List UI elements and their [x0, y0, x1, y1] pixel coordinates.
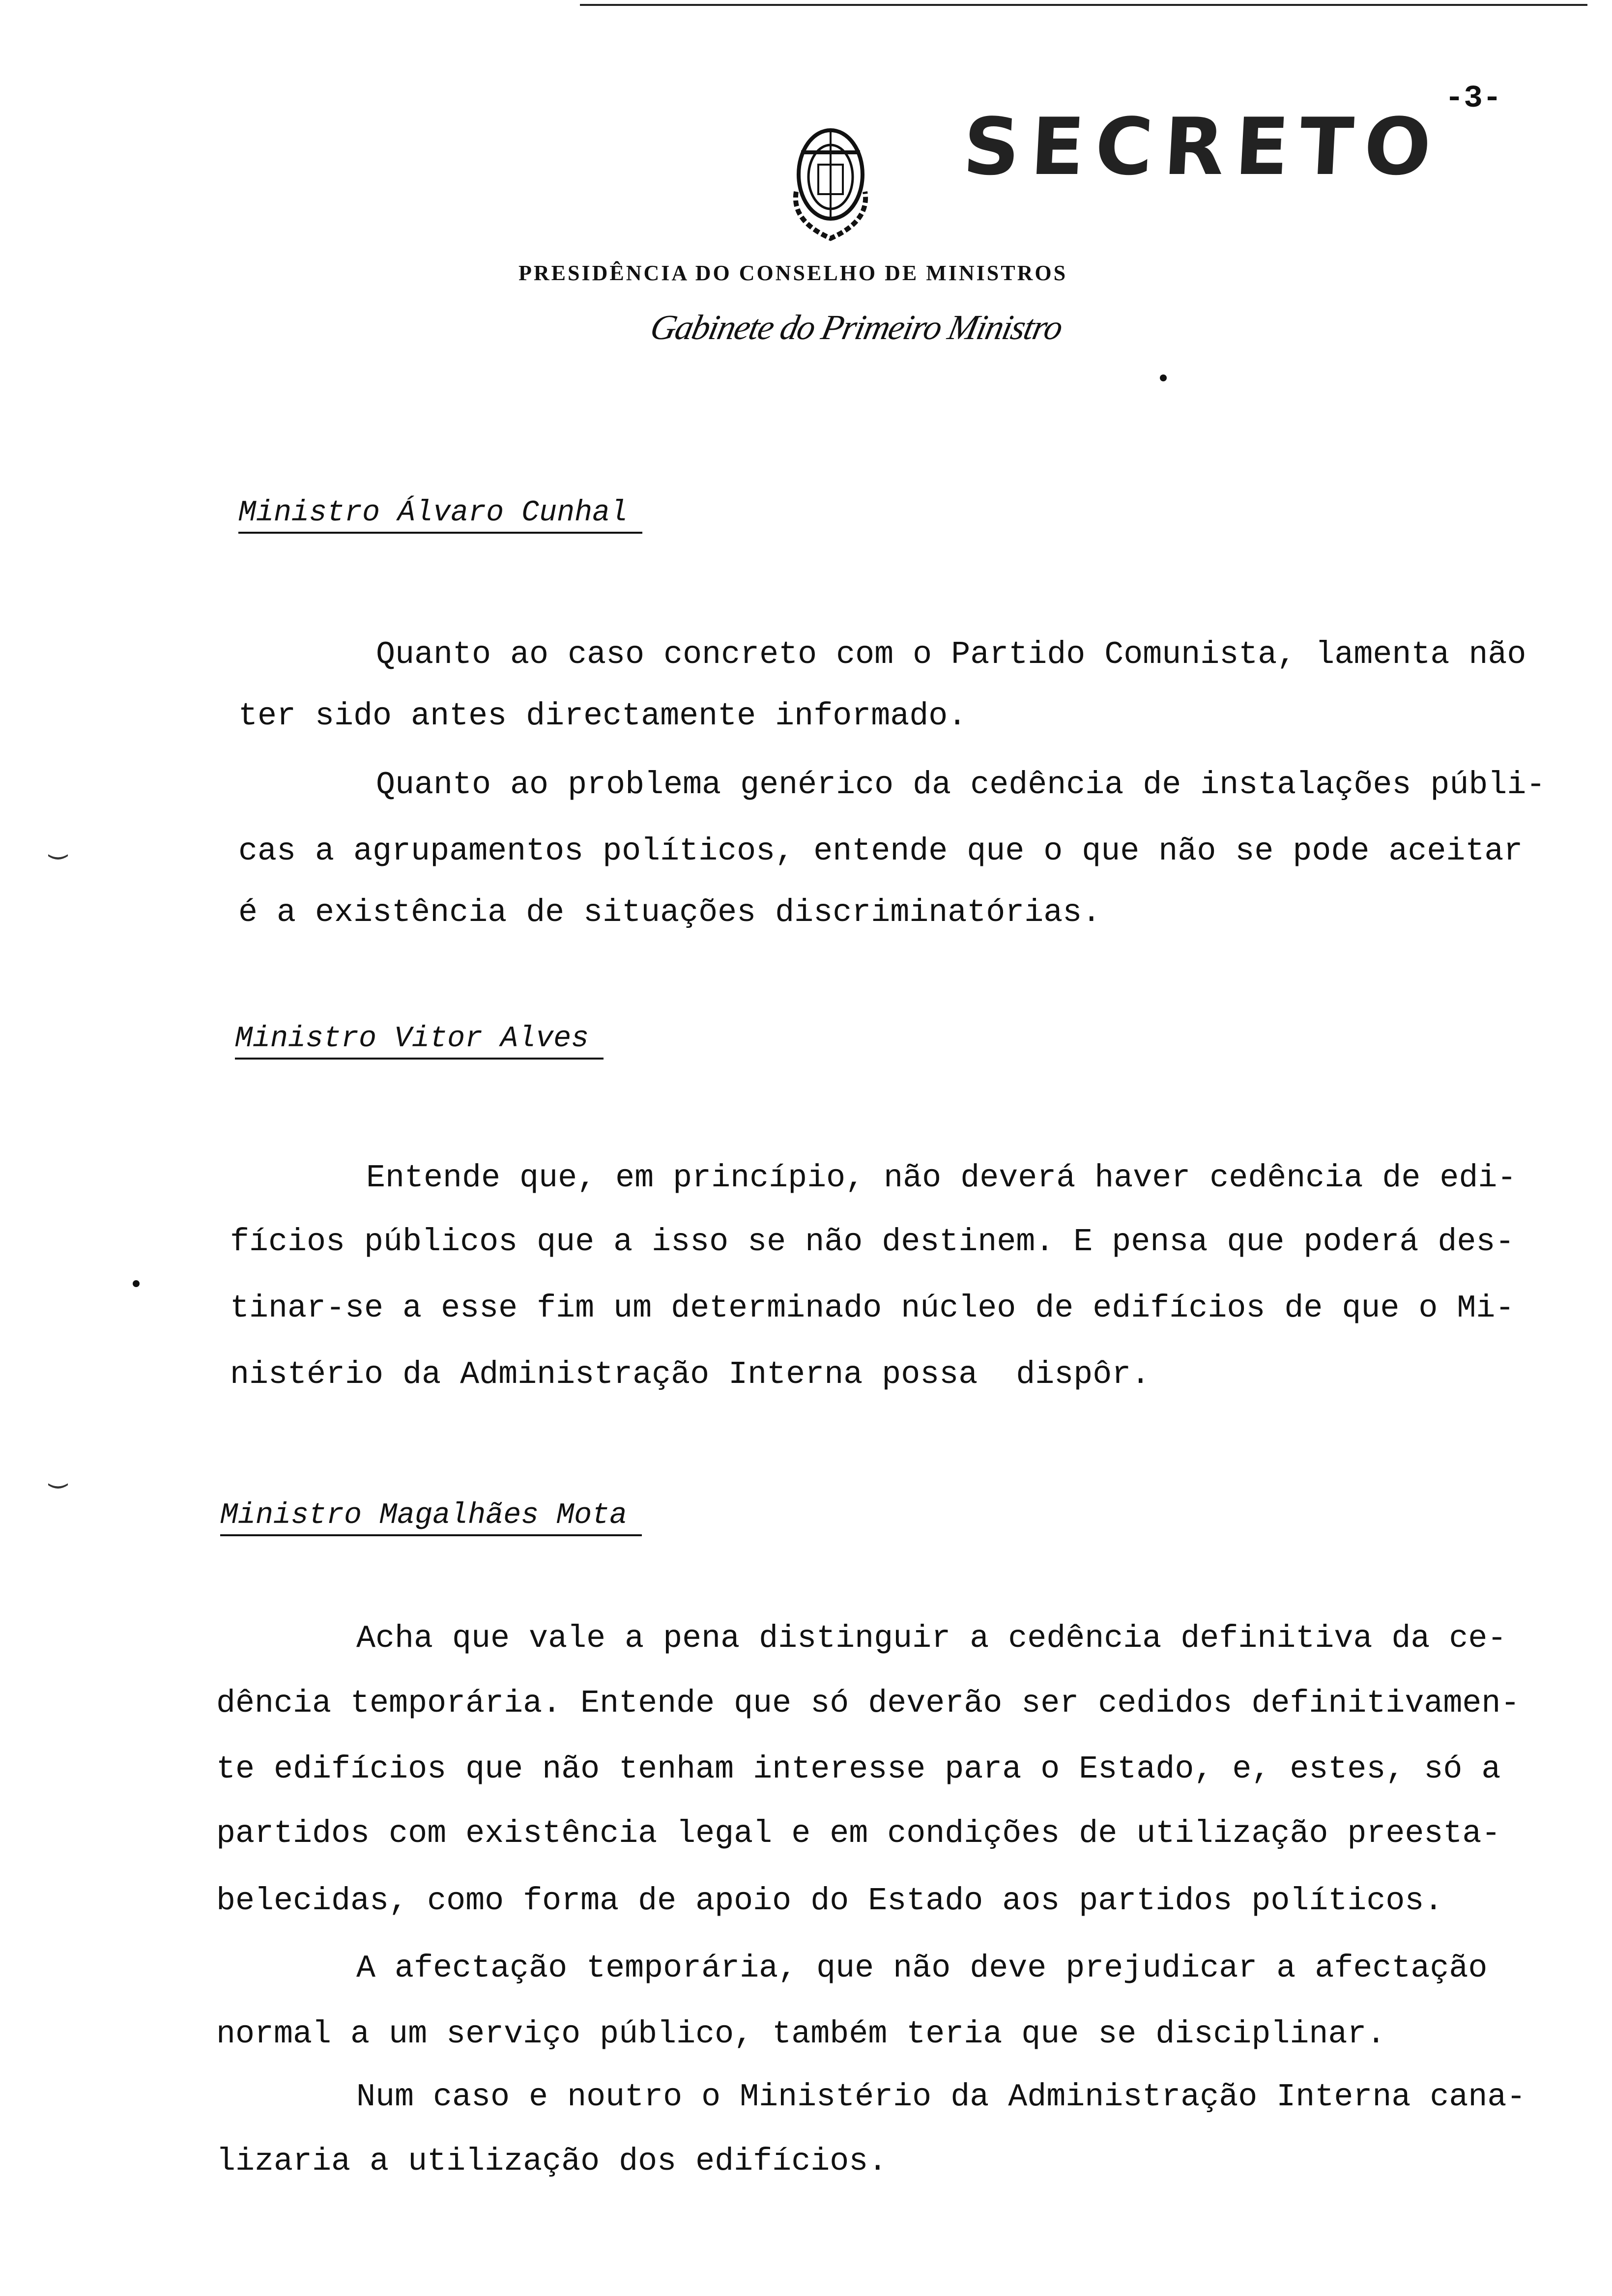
paragraph-line: normal a um serviço público, também teria que se disciplinar. [216, 2016, 1386, 2052]
paragraph-line: é a existência de situações discriminatórias. [238, 894, 1101, 931]
paragraph-line: dência temporária. Entende que só deverão ser cedidos definitivamen- [216, 1685, 1520, 1722]
paragraph-line: Entende que, em princípio, não deverá haver cedência de edi- [366, 1160, 1517, 1196]
institution-name: PRESIDÊNCIA DO CONSELHO DE MINISTROS [518, 261, 1068, 285]
paragraph-line: Quanto ao caso concreto com o Partido Comunista, lamenta não [376, 636, 1526, 673]
office-name: Gabinete do Primeiro Ministro [647, 308, 1066, 347]
paragraph-line: cas a agrupamentos políticos, entende que o que não se pode aceitar [238, 833, 1523, 869]
margin-mark: ‿ [49, 829, 67, 862]
paragraph-line: Num caso e noutro o Ministério da Administração Interna cana- [356, 2079, 1526, 2115]
scan-edge-line [580, 4, 1587, 6]
speaker-heading: Ministro Vitor Alves [235, 1022, 604, 1060]
paragraph-line: lizaria a utilização dos edifícios. [216, 2143, 888, 2180]
paragraph-line: Acha que vale a pena distinguir a cedência definitiva da ce- [356, 1620, 1507, 1657]
paragraph-line: Quanto ao problema genérico da cedência de instalações públi- [376, 767, 1546, 803]
paragraph-line: nistério da Administração Interna possa dispôr. [230, 1356, 1151, 1393]
paragraph-line: A afectação temporária, que não deve prejudicar a afectação [356, 1950, 1488, 1986]
paragraph-line: partidos com existência legal e em condições de utilização preesta- [216, 1815, 1501, 1852]
speaker-heading: Ministro Álvaro Cunhal [238, 496, 642, 534]
secret-stamp: SECRETO [961, 101, 1444, 193]
paragraph-line: tinar-se a esse fim um determinado núcleo de edifícios de que o Mi- [230, 1290, 1515, 1326]
page-number: -3- [1445, 81, 1502, 116]
paragraph-line: belecidas, como forma de apoio do Estado aos partidos políticos. [216, 1883, 1443, 1919]
margin-mark: ‿ [49, 1458, 67, 1491]
paragraph-line: ter sido antes directamente informado. [238, 698, 967, 734]
speck [1160, 374, 1167, 381]
paragraph-line: te edifícios que não tenham interesse para o Estado, e, estes, só a [216, 1751, 1501, 1787]
coat-of-arms-emblem [777, 123, 885, 246]
paragraph-line: fícios públicos que a isso se não destinem. E pensa que poderá des- [230, 1224, 1515, 1260]
speck [133, 1280, 140, 1287]
speaker-heading: Ministro Magalhães Mota [220, 1499, 642, 1536]
